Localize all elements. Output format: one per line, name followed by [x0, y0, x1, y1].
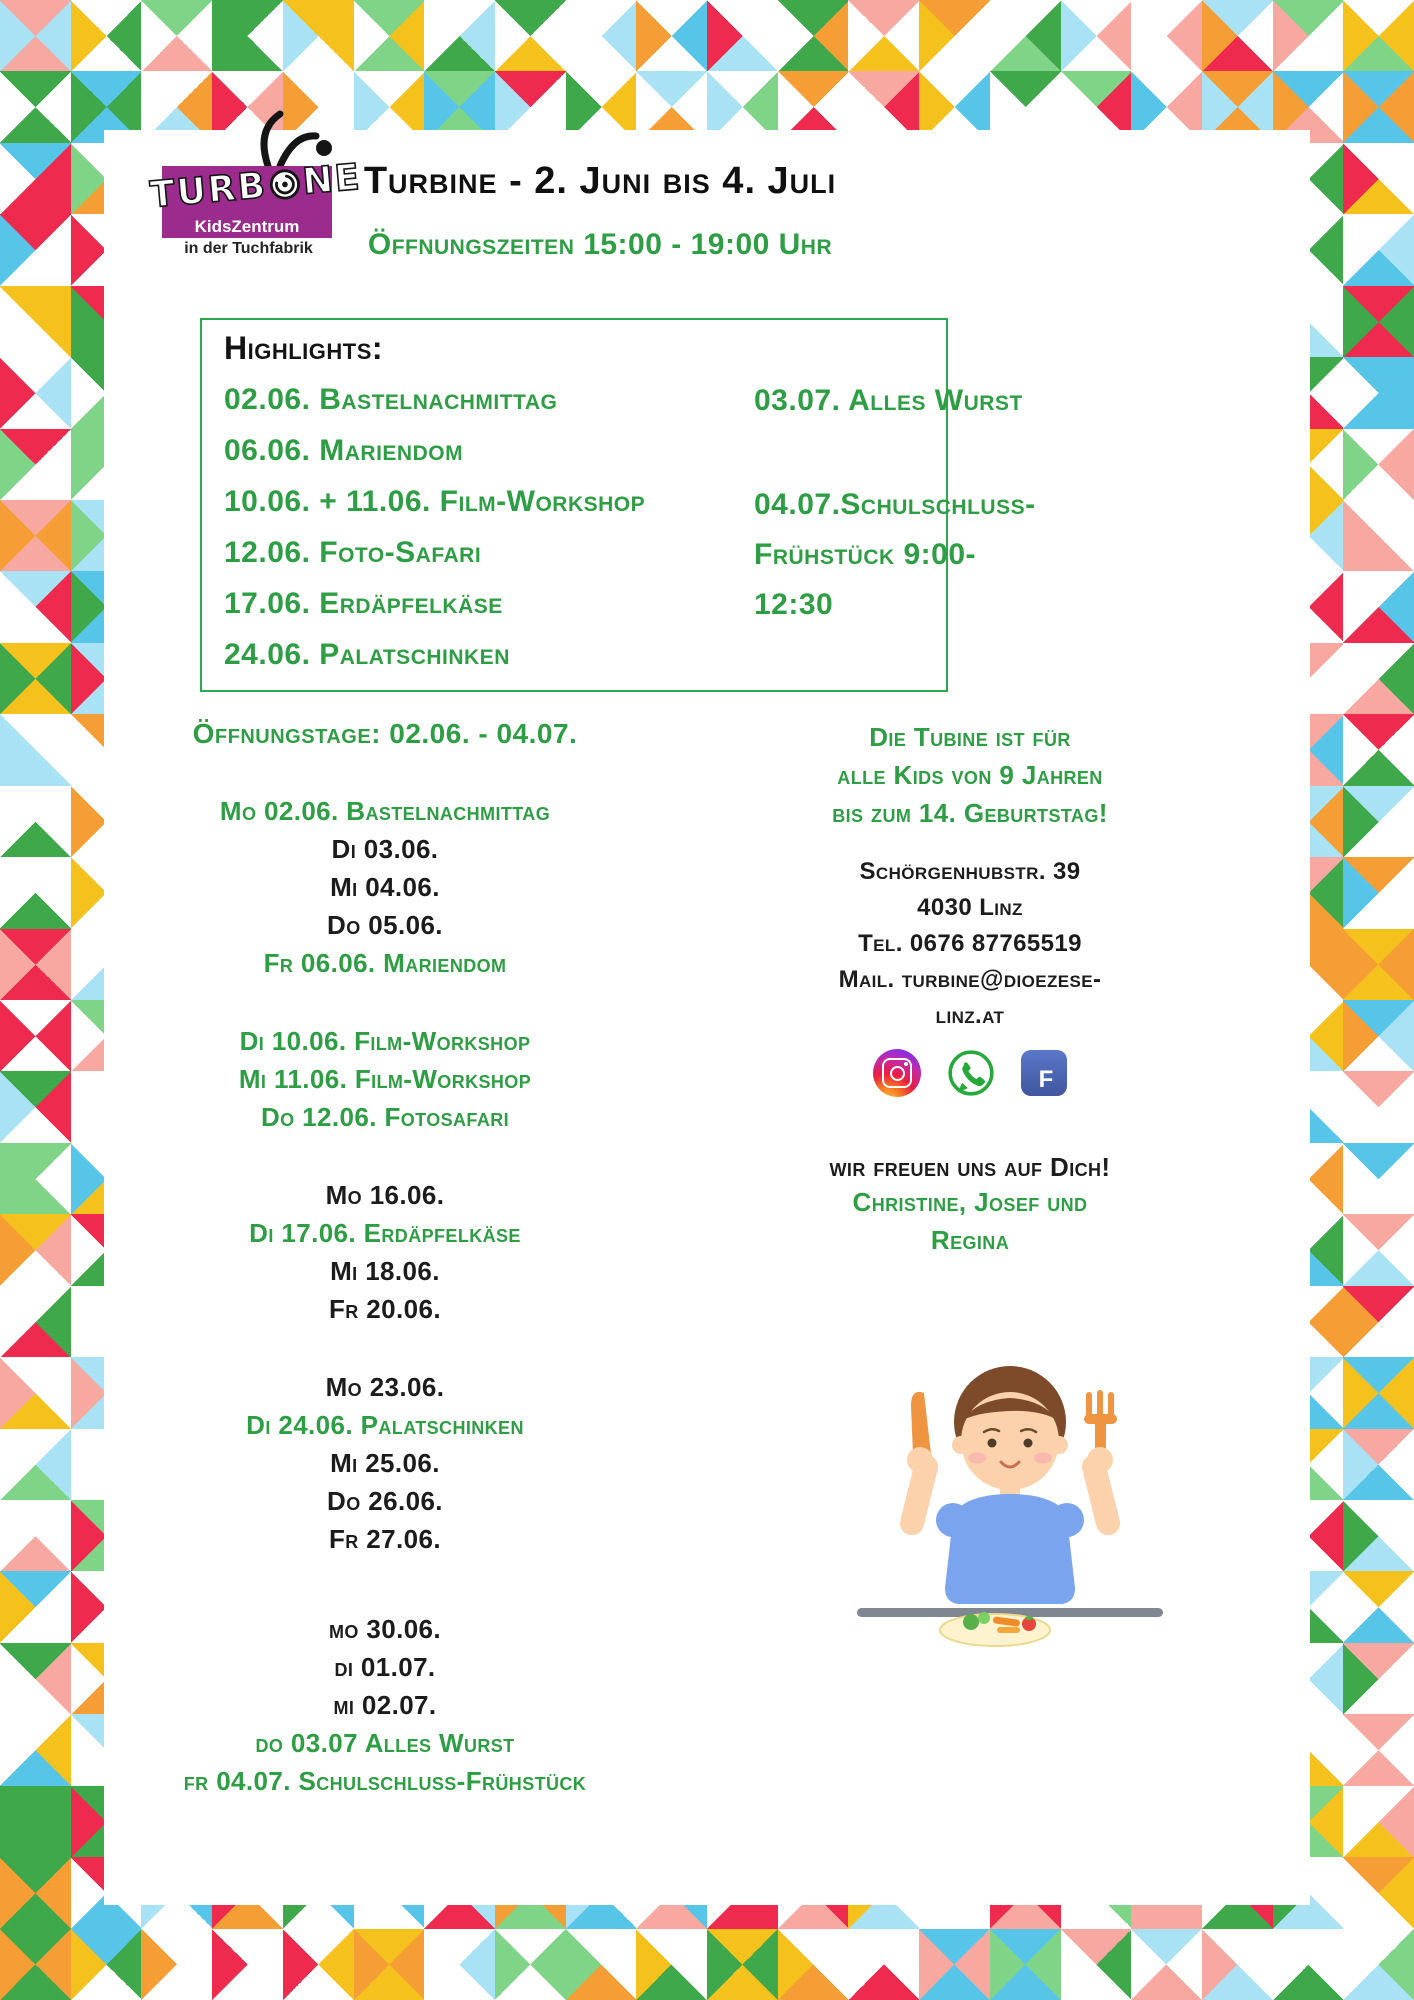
- schedule-day: Do 05.06.: [327, 910, 443, 940]
- pinwheel-cell: [0, 214, 71, 286]
- pinwheel-cell: [1343, 714, 1414, 786]
- schedule-day: Mo 23.06.: [325, 1372, 445, 1402]
- highlight-item: Frühstück 9:00-12:30: [754, 538, 977, 621]
- schedule-day: Do 26.06.: [327, 1486, 443, 1516]
- pinwheel-cell: [0, 500, 71, 572]
- instagram-icon[interactable]: [873, 1049, 921, 1097]
- pinwheel-cell: [1343, 1000, 1414, 1072]
- logo-tuchfabrik-label: in der Tuchfabrik: [184, 240, 313, 257]
- pinwheel-cell: [1343, 1071, 1414, 1143]
- pinwheel-cell: [141, 0, 212, 72]
- pinwheel-cell: [283, 0, 354, 72]
- pinwheel-cell: [0, 286, 71, 358]
- team-names-line2: Regina: [930, 1225, 1010, 1255]
- schedule-week: [100, 1610, 670, 1800]
- pinwheel-cell: [1343, 1571, 1414, 1643]
- pinwheel-cell: [0, 357, 71, 429]
- highlight-item: 02.06. Bastelnachmittag: [224, 383, 558, 416]
- pinwheel-cell: [1343, 286, 1414, 358]
- schedule-day: mo 30.06.: [328, 1614, 442, 1644]
- whatsapp-icon[interactable]: [946, 1048, 996, 1098]
- highlight-item: 06.06. Mariendom: [224, 434, 464, 467]
- pinwheel-cell: [848, 1929, 919, 2000]
- pinwheel-cell: [1131, 0, 1202, 72]
- pinwheel-cell: [1273, 0, 1344, 72]
- page-title: Turbine - 2. Juni bis 4. Juli: [363, 160, 837, 202]
- pinwheel-cell: [1343, 857, 1414, 929]
- schedule-day: Mi 11.06. Film-Workshop: [238, 1064, 532, 1094]
- pinwheel-cell: [283, 1929, 354, 2000]
- pinwheel-cell: [0, 929, 71, 1001]
- schedule-day: Fr 20.06.: [329, 1294, 441, 1324]
- pinwheel-cell: [1343, 786, 1414, 858]
- pinwheel-cell: [1343, 429, 1414, 501]
- pinwheel-cell: [1343, 1429, 1414, 1501]
- schedule-column: [100, 718, 670, 1800]
- pinwheel-cell: [919, 1929, 990, 2000]
- pinwheel-cell: [1343, 1500, 1414, 1572]
- schedule-day: Di 10.06. Film-Workshop: [239, 1026, 531, 1056]
- schedule-week: [100, 792, 670, 982]
- tagline-line: bis zum 14. Geburtstag!: [832, 798, 1108, 828]
- address-line: Mail. turbine@dioezese-: [838, 966, 1102, 993]
- pinwheel-cell: [0, 1071, 71, 1143]
- schedule-day: Di 24.06. Palatschinken: [246, 1410, 524, 1440]
- schedule-heading: Öffnungstage: 02.06. - 04.07.: [192, 718, 578, 749]
- pinwheel-cell: [0, 1714, 71, 1786]
- pinwheel-cell: [1061, 1929, 1132, 2000]
- highlight-item: 10.06. + 11.06. Film-Workshop: [224, 485, 646, 518]
- pinwheel-cell: [1343, 0, 1414, 72]
- pinwheel-cell: [0, 1214, 71, 1286]
- pinwheel-cell: [1273, 1929, 1344, 2000]
- info-column: [730, 718, 1210, 1259]
- pinwheel-cell: [0, 1643, 71, 1715]
- pinwheel-cell: [778, 0, 849, 72]
- highlights-label: Highlights:: [224, 330, 384, 366]
- schedule-day: Mi 04.06.: [330, 872, 440, 902]
- address-line: 4030 Linz: [917, 894, 1023, 921]
- schedule-week: [100, 1368, 670, 1558]
- highlight-item: 17.06. Erdäpfelkäse: [224, 587, 503, 620]
- pinwheel-cell: [0, 1857, 71, 1929]
- pinwheel-cell: [0, 429, 71, 501]
- pinwheel-cell: [636, 1929, 707, 2000]
- pinwheel-cell: [0, 1357, 71, 1429]
- pinwheel-cell: [1343, 1357, 1414, 1429]
- pinwheel-cell: [0, 1929, 71, 2000]
- pinwheel-cell: [0, 714, 71, 786]
- pinwheel-cell: [0, 643, 71, 715]
- schedule-weeks: [100, 792, 670, 1800]
- social-icons-row: [730, 1048, 1210, 1098]
- address-line: Tel. 0676 87765519: [858, 930, 1082, 957]
- highlights-box: [200, 318, 1036, 692]
- schedule-day: Do 12.06. Fotosafari: [260, 1102, 510, 1132]
- pinwheel-cell: [1061, 0, 1132, 72]
- schedule-week: [100, 1176, 670, 1328]
- pinwheel-cell: [566, 1929, 637, 2000]
- highlight-item: 12.06. Foto-Safari: [224, 536, 482, 569]
- pinwheel-cell: [707, 1929, 778, 2000]
- pinwheel-cell: [1343, 357, 1414, 429]
- pinwheel-cell: [990, 0, 1061, 72]
- pinwheel-cell: [0, 1000, 71, 1072]
- schedule-day: Mi 18.06.: [330, 1256, 440, 1286]
- pinwheel-cell: [1343, 143, 1414, 215]
- pinwheel-cell: [990, 1929, 1061, 2000]
- opening-hours-subtitle: Öffnungszeiten 15:00 - 19:00 Uhr: [367, 228, 833, 261]
- pinwheel-cell: [0, 1429, 71, 1501]
- pinwheel-cell: [566, 0, 637, 72]
- pinwheel-cell: [141, 1929, 212, 2000]
- pinwheel-cell: [0, 1286, 71, 1358]
- schedule-day: Fr 27.06.: [329, 1524, 441, 1554]
- pinwheel-cell: [71, 1929, 142, 2000]
- pinwheel-cell: [71, 0, 142, 72]
- pinwheel-cell: [1343, 929, 1414, 1001]
- schedule-day: Fr 06.06. Mariendom: [263, 948, 507, 978]
- tagline-line: alle Kids von 9 Jahren: [837, 760, 1103, 790]
- closing-message: wir freuen uns auf Dich!: [829, 1152, 1111, 1182]
- schedule-day: Mo 02.06. Bastelnachmittag: [219, 796, 551, 826]
- highlights-left-list: [224, 374, 645, 680]
- pinwheel-cell: [1343, 1214, 1414, 1286]
- pinwheel-cell: [1343, 214, 1414, 286]
- pinwheel-cell: [1343, 571, 1414, 643]
- tagline-line: Die Tubine ist für: [869, 722, 1071, 752]
- pinwheel-cell: [424, 1929, 495, 2000]
- facebook-icon[interactable]: [1021, 1050, 1067, 1096]
- tagline-block: [730, 718, 1210, 832]
- pinwheel-cell: [212, 1929, 283, 2000]
- pinwheel-cell: [1343, 1929, 1414, 2000]
- pinwheel-cell: [0, 857, 71, 929]
- pinwheel-cell: [495, 1929, 566, 2000]
- pinwheel-cell: [1343, 643, 1414, 715]
- facebook-letter: f: [1038, 1057, 1054, 1095]
- pinwheel-cell: [1343, 1643, 1414, 1715]
- logo-kidszentrum-label: KidsZentrum: [194, 217, 300, 236]
- pinwheel-cell: [919, 0, 990, 72]
- pinwheel-cell: [0, 1786, 71, 1858]
- highlight-item: 04.07.Schulschluss-: [754, 488, 1036, 521]
- schedule-week: [100, 1022, 670, 1136]
- pinwheel-cell: [0, 1571, 71, 1643]
- pinwheel-cell: [0, 786, 71, 858]
- schedule-day: mi 02.07.: [333, 1690, 437, 1720]
- pinwheel-cell: [778, 1929, 849, 2000]
- pinwheel-cell: [1131, 1929, 1202, 2000]
- pinwheel-cell: [0, 0, 71, 72]
- address-line: Schörgenhubstr. 39: [859, 858, 1081, 885]
- pinwheel-cell: [0, 571, 71, 643]
- pinwheel-cell: [0, 71, 71, 143]
- pinwheel-cell: [1343, 1857, 1414, 1929]
- pinwheel-cell: [1343, 1286, 1414, 1358]
- schedule-day: fr 04.07. Schulschluss-Frühstück: [183, 1766, 587, 1796]
- logo-word-part2: NE: [300, 156, 364, 203]
- address-line: linz.at: [935, 1002, 1005, 1029]
- pinwheel-cell: [1343, 500, 1414, 572]
- pinwheel-cell: [495, 0, 566, 72]
- pinwheel-cell: [0, 1500, 71, 1572]
- pinwheel-cell: [212, 0, 283, 72]
- pinwheel-cell: [1202, 1929, 1273, 2000]
- schedule-day: Di 03.06.: [331, 834, 439, 864]
- logo-word-part1: TURB: [148, 165, 269, 217]
- pinwheel-cell: [707, 0, 778, 72]
- pinwheel-cell: [1343, 1714, 1414, 1786]
- pinwheel-cell: [354, 0, 425, 72]
- team-names-line1: Christine, Josef und: [852, 1187, 1088, 1217]
- pinwheel-cell: [1343, 1143, 1414, 1215]
- logo-box: [148, 156, 364, 238]
- pinwheel-cell: [354, 1929, 425, 2000]
- pinwheel-cell: [0, 1143, 71, 1215]
- pinwheel-cell: [424, 0, 495, 72]
- schedule-day: Mi 25.06.: [330, 1448, 440, 1478]
- highlights-right-list: [754, 376, 1036, 630]
- pinwheel-cell: [1343, 1786, 1414, 1858]
- pinwheel-cell: [1202, 0, 1273, 72]
- highlight-item: 03.07. Alles Wurst: [754, 384, 1023, 417]
- boy-eating-illustration: [845, 1342, 1175, 1672]
- schedule-day: di 01.07.: [334, 1652, 436, 1682]
- highlight-item: 24.06. Palatschinken: [224, 638, 510, 671]
- schedule-day: Di 17.06. Erdäpfelkäse: [249, 1218, 521, 1248]
- schedule-day: Mo 16.06.: [325, 1180, 445, 1210]
- pinwheel-cell: [848, 0, 919, 72]
- address-block: [730, 854, 1210, 1034]
- pinwheel-cell: [0, 143, 71, 215]
- pinwheel-cell: [1343, 71, 1414, 143]
- schedule-day: do 03.07 Alles Wurst: [255, 1728, 515, 1758]
- turbine-swirl-icon: [266, 165, 303, 202]
- pinwheel-cell: [636, 0, 707, 72]
